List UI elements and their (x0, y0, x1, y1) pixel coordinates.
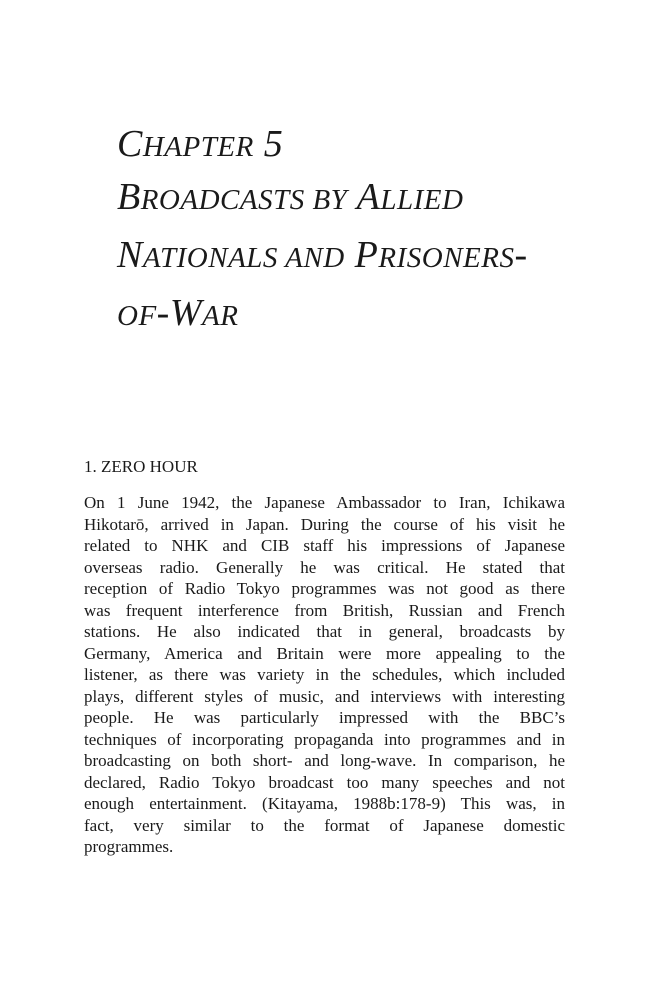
chapter-title-part: OF (117, 300, 157, 332)
paragraph-line: people. He was particularly impressed with the BBC’s (84, 708, 565, 727)
chapter-title-line (117, 228, 528, 286)
paragraph-line: related to NHK and CIB staff his impressions of Japanese (84, 536, 565, 555)
paragraph-line: On 1 June 1942, the Japanese Ambassador to Iran, Ichikawa (84, 493, 565, 512)
paragraph-line: fact, very similar to the format of Japanese domestic (84, 815, 565, 835)
chapter-title-part: LLIED (380, 184, 464, 216)
chapter-title-part: P (344, 234, 379, 276)
chapter-heading-part: HAPTER (142, 131, 254, 163)
paragraph-line: declared, Radio Tokyo broadcast too many speeches and not (84, 772, 565, 792)
chapter-title-part: AND (285, 242, 345, 274)
paragraph-line: reception of Radio Tokyo programmes was not good as there (84, 579, 565, 598)
chapter-title-part: ATIONALS (142, 242, 278, 274)
paragraph-line: broadcasting on both short- and long-wave. In comparison, he (84, 751, 565, 770)
chapter-title-part: -W (156, 292, 202, 334)
paragraph-line: plays, different styles of music, and interviews with interesting (84, 686, 565, 706)
chapter-heading-part: 5 (253, 123, 284, 165)
body-paragraph (84, 492, 565, 858)
paragraph-line: programmes. (84, 837, 174, 856)
paragraph-line: Hikotarō, arrived in Japan. During the course of his visit he (84, 514, 565, 534)
chapter-title (117, 170, 528, 344)
paragraph-line: Germany, America and Britain were more appealing to the (84, 643, 565, 663)
paragraph-line: techniques of incorporating propaganda into programmes and in (84, 729, 565, 749)
chapter-title-part: N (117, 234, 143, 276)
chapter-heading-part: C (117, 123, 143, 165)
chapter-title-line (117, 286, 528, 344)
paragraph-line: listener, as there was variety in the schedules, which included (84, 665, 565, 684)
paragraph-line: stations. He also indicated that in general, broadcasts by (84, 622, 565, 641)
chapter-title-part: ROADCASTS (140, 184, 305, 216)
chapter-title-part: - (514, 234, 528, 276)
chapter-title-part: BY (312, 184, 348, 216)
chapter-title-line (117, 170, 528, 228)
chapter-number-heading (117, 122, 283, 169)
chapter-title-part: A (347, 176, 381, 218)
section-heading: 1. ZERO HOUR (84, 457, 198, 476)
paragraph-line: overseas radio. Generally he was critical. He stated that (84, 557, 565, 577)
chapter-title-part: B (117, 176, 141, 218)
paragraph-line: enough entertainment. (Kitayama, 1988b:178-9) This was, in (84, 794, 565, 813)
paragraph-line: was frequent interference from British, Russian and French (84, 600, 565, 620)
chapter-title-part: RISONERS (378, 242, 515, 274)
chapter-title-part: AR (201, 300, 239, 332)
